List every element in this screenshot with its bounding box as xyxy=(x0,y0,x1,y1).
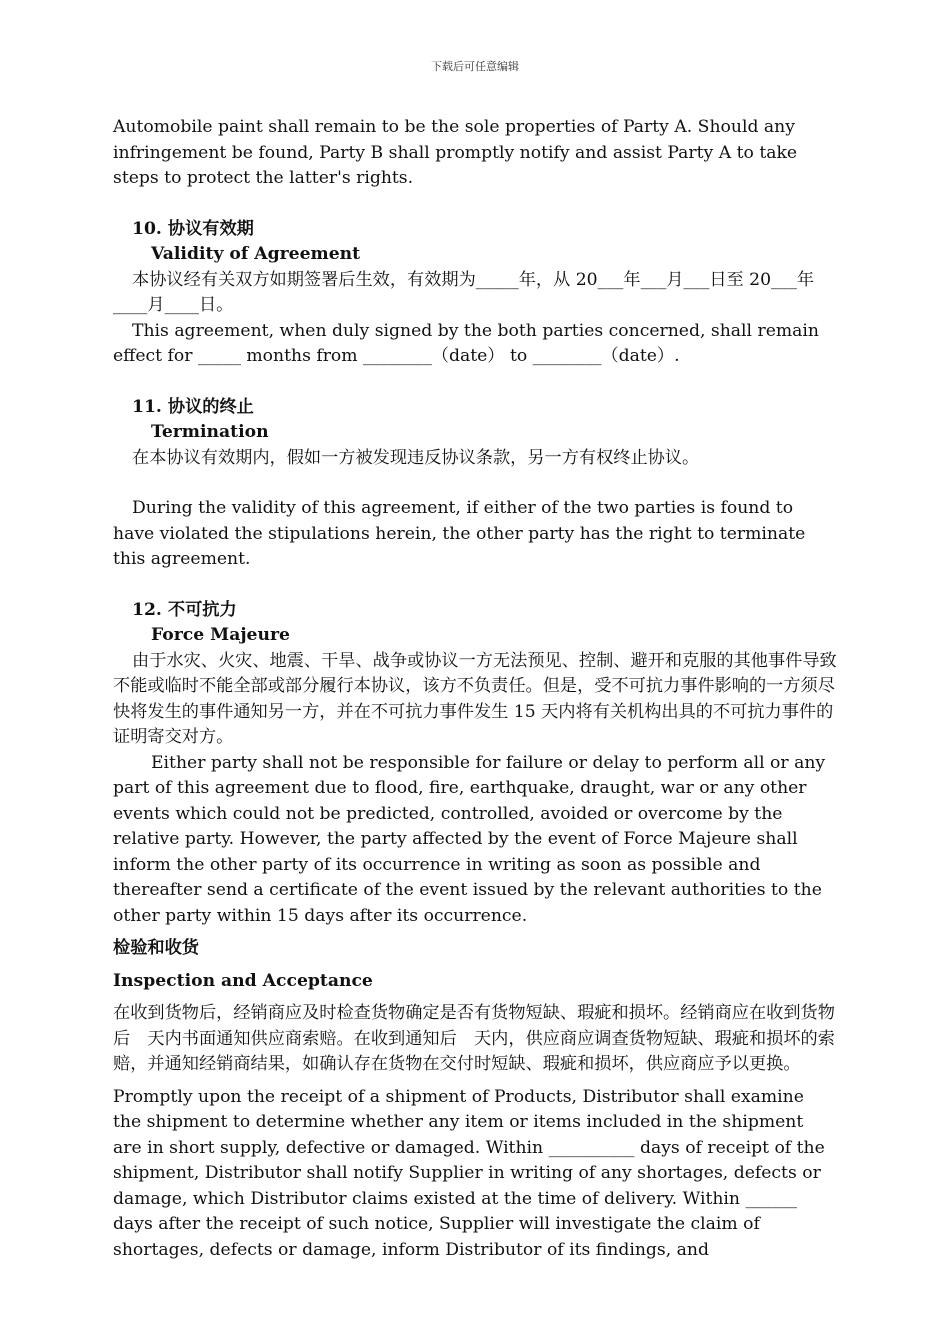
section-12-body-cn: 由于水灾、火灾、地震、干旱、战争或协议一方无法预见、控制、避开和克服的其他事件导致不能或临时不能全部或部分履行本协议，该方不负责任。但是，受不可抗力事件影响的一方须尽快将发生的事件通知另一方，并在不可抗力事件发生 15 天内将有关机构出具的不可抗力事件的证明寄交对方。 xyxy=(113,650,837,747)
section-12-heading-en: Force Majeure xyxy=(151,625,290,645)
document-body xyxy=(113,115,837,1263)
page-header: 下载后可任意编辑 xyxy=(431,60,519,73)
section-12-body-en: Either party shall not be responsible for failure or delay to perform all or any part of this agreement due to flood, fire, earthquake, draught, war or any other events which could not be predicted, controlled, avoided or overcome by the relative party. However, the party affected by the event of Force Majeure shall inform the other party of its occurrence in writing as soon as possible and thereafter send a certificate of the event issued by the relevant authorities to the other party within 15 days after its occurrence. xyxy=(113,752,826,926)
inspection-heading-cn: 检验和收货 xyxy=(113,938,199,958)
section-11-body-en: During the validity of this agreement, if either of the two parties is found to have violated the stipulations herein, the other party has the right to terminate this agreement. xyxy=(113,498,806,569)
inspection-body-en: Promptly upon the receipt of a shipment of Products, Distributor shall examine the shipment to determine whether any item or items included in the shipment are in short supply, defective or damaged. Within __________ days of receipt of the shipment, Distributor shall notify Supplier in writing of any shortages, defects or damage, which Distributor claims existed at the time of delivery. Within ______ days after the receipt of such notice, Supplier will investigate the claim of shortages, defects or damage, inform Distributor of its findings, and xyxy=(113,1086,825,1260)
section-10-heading-cn: 10. 协议有效期 xyxy=(132,218,254,239)
intro-paragraph: Automobile paint shall remain to be the sole properties of Party A. Should any infringement be found, Party B shall promptly notify and assist Party A to take steps to protect the latter's rights. xyxy=(113,117,798,188)
section-11-heading-cn: 11. 协议的终止 xyxy=(132,396,254,417)
inspection-heading-en: Inspection and Acceptance xyxy=(113,970,373,991)
inspection-body-cn: 在收到货物后，经销商应及时检查货物确定是否有货物短缺、瑕疵和损坏。经销商应在收到货物后 天内书面通知供应商索赔。在收到通知后 天内，供应商应调查货物短缺、瑕疵和损坏的索赔，并通知经销商结果，如确认存在货物在交付时短缺、瑕疵和损坏，供应商应予以更换。 xyxy=(113,1003,835,1074)
section-11-heading-en: Termination xyxy=(151,422,269,442)
section-10-body-en: This agreement, when duly signed by the both parties concerned, shall remain effect for _____ months from ________（date） to ________（date）. xyxy=(113,320,819,366)
section-10-body-cn: 本协议经有关双方如期签署后生效，有效期为_____年，从 20___年___月___日至 20___年____月____日。 xyxy=(113,269,815,315)
section-12-heading-cn: 12. 不可抗力 xyxy=(132,599,237,620)
section-10-heading-en: Validity of Agreement xyxy=(151,244,361,264)
section-11-body-cn: 在本协议有效期内，假如一方被发现违反协议条款，另一方有权终止协议。 xyxy=(132,447,700,468)
